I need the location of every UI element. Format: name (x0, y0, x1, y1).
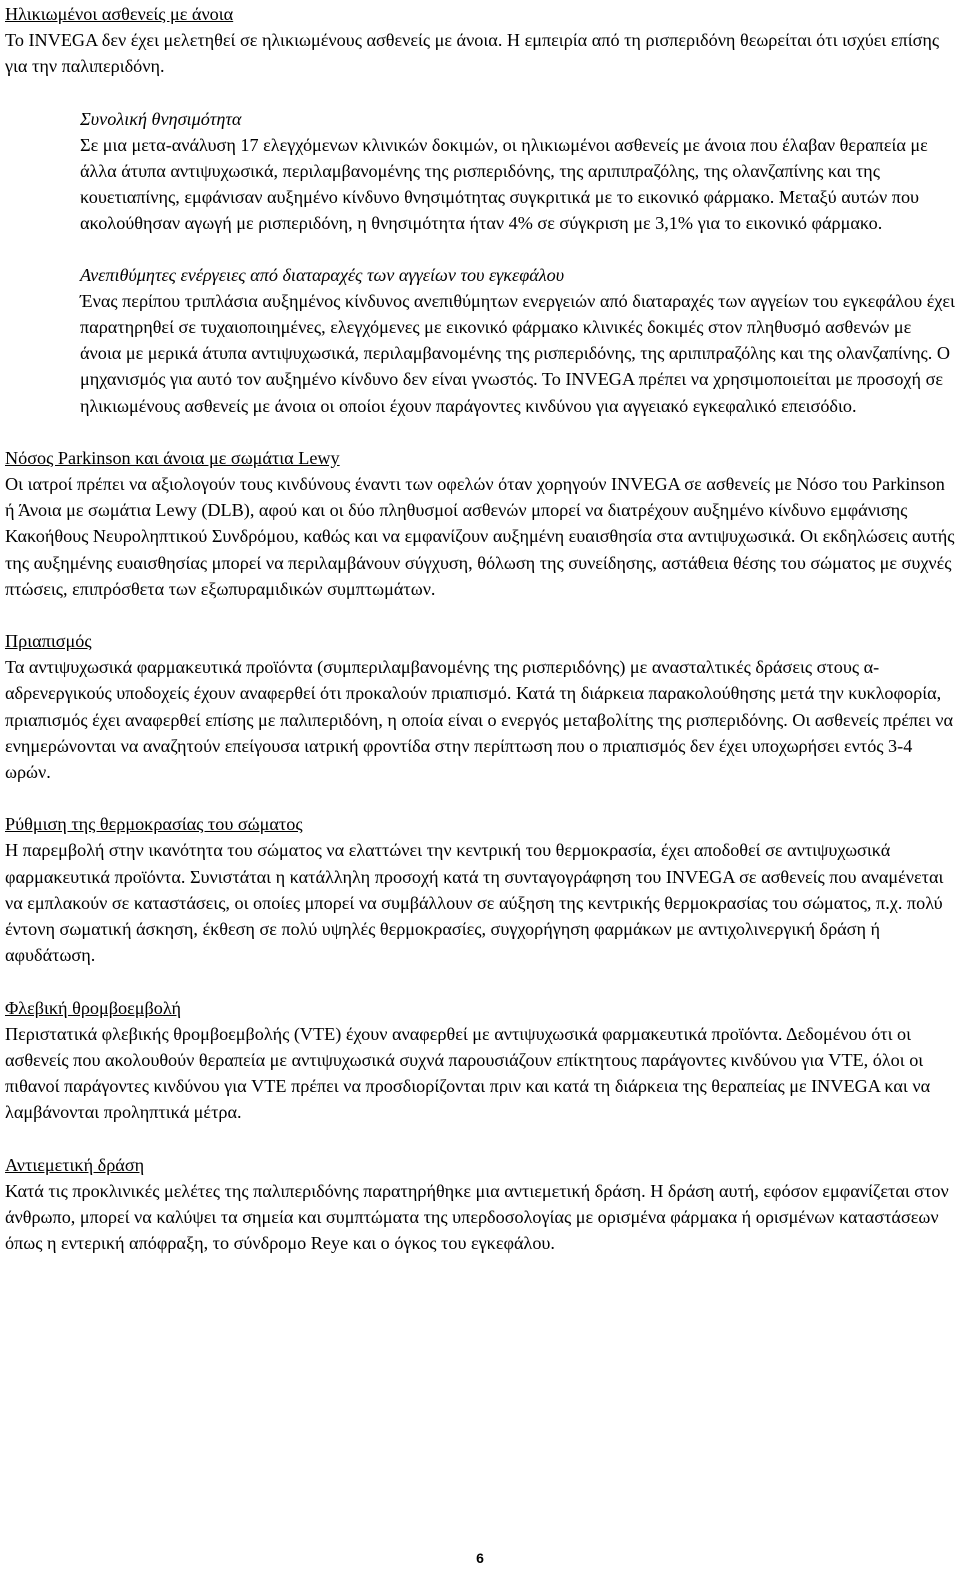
subsection-heading: Ανεπιθύμητες ενέργειες από διαταραχές των αγγείων του εγκεφάλου (80, 264, 565, 285)
section-body: Το INVEGA δεν έχει μελετηθεί σε ηλικιωμένους ασθενείς με άνοια. Η εμπειρία από τη ρισπεριδόνη θεωρείται ότι ισχύει επίσης για την παλιπεριδόνη. (5, 30, 940, 77)
subsection-body: Σε μια μετα-ανάλυση 17 ελεγχόμενων κλινικών δοκιμών, οι ηλικιωμένοι ασθενείς με άνοια που έλαβαν θεραπεία με άλλα άτυπα αντιψυχωσικά, περιλαμβανομένης της ρισπεριδόνης, της αριπιπραζόλης, της ολανζαπίνης και της κουετιαπίνης, εμφάνισαν αυξημένο κίνδυνο θνησιμότητας συγκριτικά με το εικονικό φάρμακο. Μεταξύ αυτών που ακολούθησαν αγωγή με ρισπεριδόνη, η θνησιμότητα ήταν 4% σε σύγκριση με 3,1% για το εικονικό φάρμακο. (80, 134, 928, 234)
section-heading: Αντιεμετική δράση (5, 1154, 145, 1175)
section-body: Τα αντιψυχωσικά φαρμακευτικά προϊόντα (συμπεριλαμβανομένης της ρισπεριδόνης) με ανασταλτικές δράσεις στους α-αδρενεργικούς υποδοχείς έχουν αναφερθεί ότι προκαλούν πριαπισμό. Κατά τη διάρκεια παρακολούθησης μετά την κυκλοφορία, πριαπισμός έχει αναφερθεί επίσης με παλιπεριδόνη, η οποία είναι ο ενεργός μεταβολίτης της ρισπεριδόνης. Οι ασθενείς πρέπει να ενημερώνονται να αναζητούν επείγουσα ιατρική φροντίδα στην περίπτωση που ο πριαπισμός δεν έχει υποχωρήσει εντός 3-4 ωρών. (5, 657, 953, 783)
subsection-overall-mortality (5, 106, 955, 237)
section-heading: Ηλικιωμένοι ασθενείς με άνοια (5, 4, 234, 24)
section-elderly-dementia (5, 1, 955, 419)
section-body-temperature (5, 811, 955, 968)
document-page (5, 1, 955, 1256)
section-vte (5, 995, 955, 1126)
section-body: Η παρεμβολή στην ικανότητα του σώματος να ελαττώνει την κεντρική του θερμοκρασία, έχει αποδοθεί σε αντιψυχωσικά φαρμακευτικά προϊόντα. Συνιστάται η κατάλληλη προσοχή κατά τη συνταγογράφηση του INVEGA σε ασθενείς που αναμένεται να εμπλακούν σε καταστάσεις, οι οποίες μπορεί να συμβάλλουν σε αύξηση της κεντρικής θερμοκρασίας του σώματος, π.χ. πολύ έντονη σωματική άσκηση, έκθεση σε πολύ υψηλές θερμοκρασίες, συγχορήγηση φαρμάκων με αντιχολινεργική δράση ή αφυδάτωση. (5, 840, 944, 966)
section-heading: Πριαπισμός (5, 631, 92, 652)
section-body: Κατά τις προκλινικές μελέτες της παλιπεριδόνης παρατηρήθηκε μια αντιεμετική δράση. Η δράση αυτή, εφόσον εμφανίζεται στον άνθρωπο, μπορεί να καλύψει τα σημεία και συμπτώματα της υπερδοσολογίας με ορισμένα φάρμακα ή ορισμένων καταστάσεων όπως η εντερική απόφραξη, το σύνδρομο Reye και ο όγκος του εγκεφάλου. (5, 1180, 949, 1254)
subsection-cerebrovascular (5, 262, 955, 419)
section-body: Οι ιατροί πρέπει να αξιολογούν τους κινδύνους έναντι των οφελών όταν χορηγούν INVEGA σε ασθενείς με Νόσο του Parkinson ή Άνοια με σωμάτια Lewy (DLB), αφού και οι δύο πληθυσμοί ασθενών μπορεί να διατρέχουν αυξημένο κίνδυνο εμφάνισης Κακοήθους Νευροληπτικού Συνδρόμου, καθώς και να εμφανίζουν αυξημένη ευαισθησία στα αντιψυχωσικά. Οι εκδηλώσεις αυτής της αυξημένης ευαισθησίας μπορεί να περιλαμβάνουν σύγχυση, θόλωση της συνείδησης, αστάθεια θέσης του σώματος με συχνές πτώσεις, επιπρόσθετα των εξωπυραμιδικών συμπτωμάτων. (5, 474, 955, 599)
section-heading: Νόσος Parkinson και άνοια με σωμάτια Lewy (5, 447, 340, 468)
page-number: 6 (476, 1550, 484, 1566)
subsection-heading: Συνολική θνησιμότητα (80, 108, 242, 129)
subsection-body: Ένας περίπου τριπλάσια αυξημένος κίνδυνος ανεπιθύμητων ενεργειών από διαταραχές των αγγείων του εγκεφάλου έχει παρατηρηθεί σε τυχαιοποιημένες, ελεγχόμενες με εικονικό φάρμακο κλινικές δοκιμές στον πληθυσμό ασθενών με άνοια με μερικά άτυπα αντιψυχωσικά, περιλαμβανομένης της ρισπεριδόνης, της αριπιπραζόλης και της ολανζαπίνης. Ο μηχανισμός για αυτό τον αυξημένο κίνδυνο δεν είναι γνωστός. Το INVEGA πρέπει να χρησιμοποιείται με προσοχή σε ηλικιωμένους ασθενείς με άνοια οι οποίοι έχουν παράγοντες κινδύνου για αγγειακό εγκεφαλικό επεισόδιο. (80, 290, 955, 416)
section-antiemetic (5, 1152, 955, 1257)
section-heading: Φλεβική θρομβοεμβολή (5, 997, 182, 1018)
section-priapism (5, 628, 955, 785)
section-parkinson (5, 445, 955, 602)
section-heading: Ρύθμιση της θερμοκρασίας του σώματος (5, 814, 303, 835)
section-body: Περιστατικά φλεβικής θρομβοεμβολής (VTE) έχουν αναφερθεί με αντιψυχωσικά φαρμακευτικά προϊόντα. Δεδομένου ότι οι ασθενείς που ακολουθούν θεραπεία με αντιψυχωσικά συχνά παρουσιάζουν επίκτητους παράγοντες κινδύνου για VTE, όλοι οι πιθανοί παράγοντες κινδύνου για VTE πρέπει να προσδιορίζονται πριν και κατά τη διάρκεια της θεραπείας με INVEGA και να λαμβάνονται προληπτικά μέτρα. (5, 1023, 931, 1123)
